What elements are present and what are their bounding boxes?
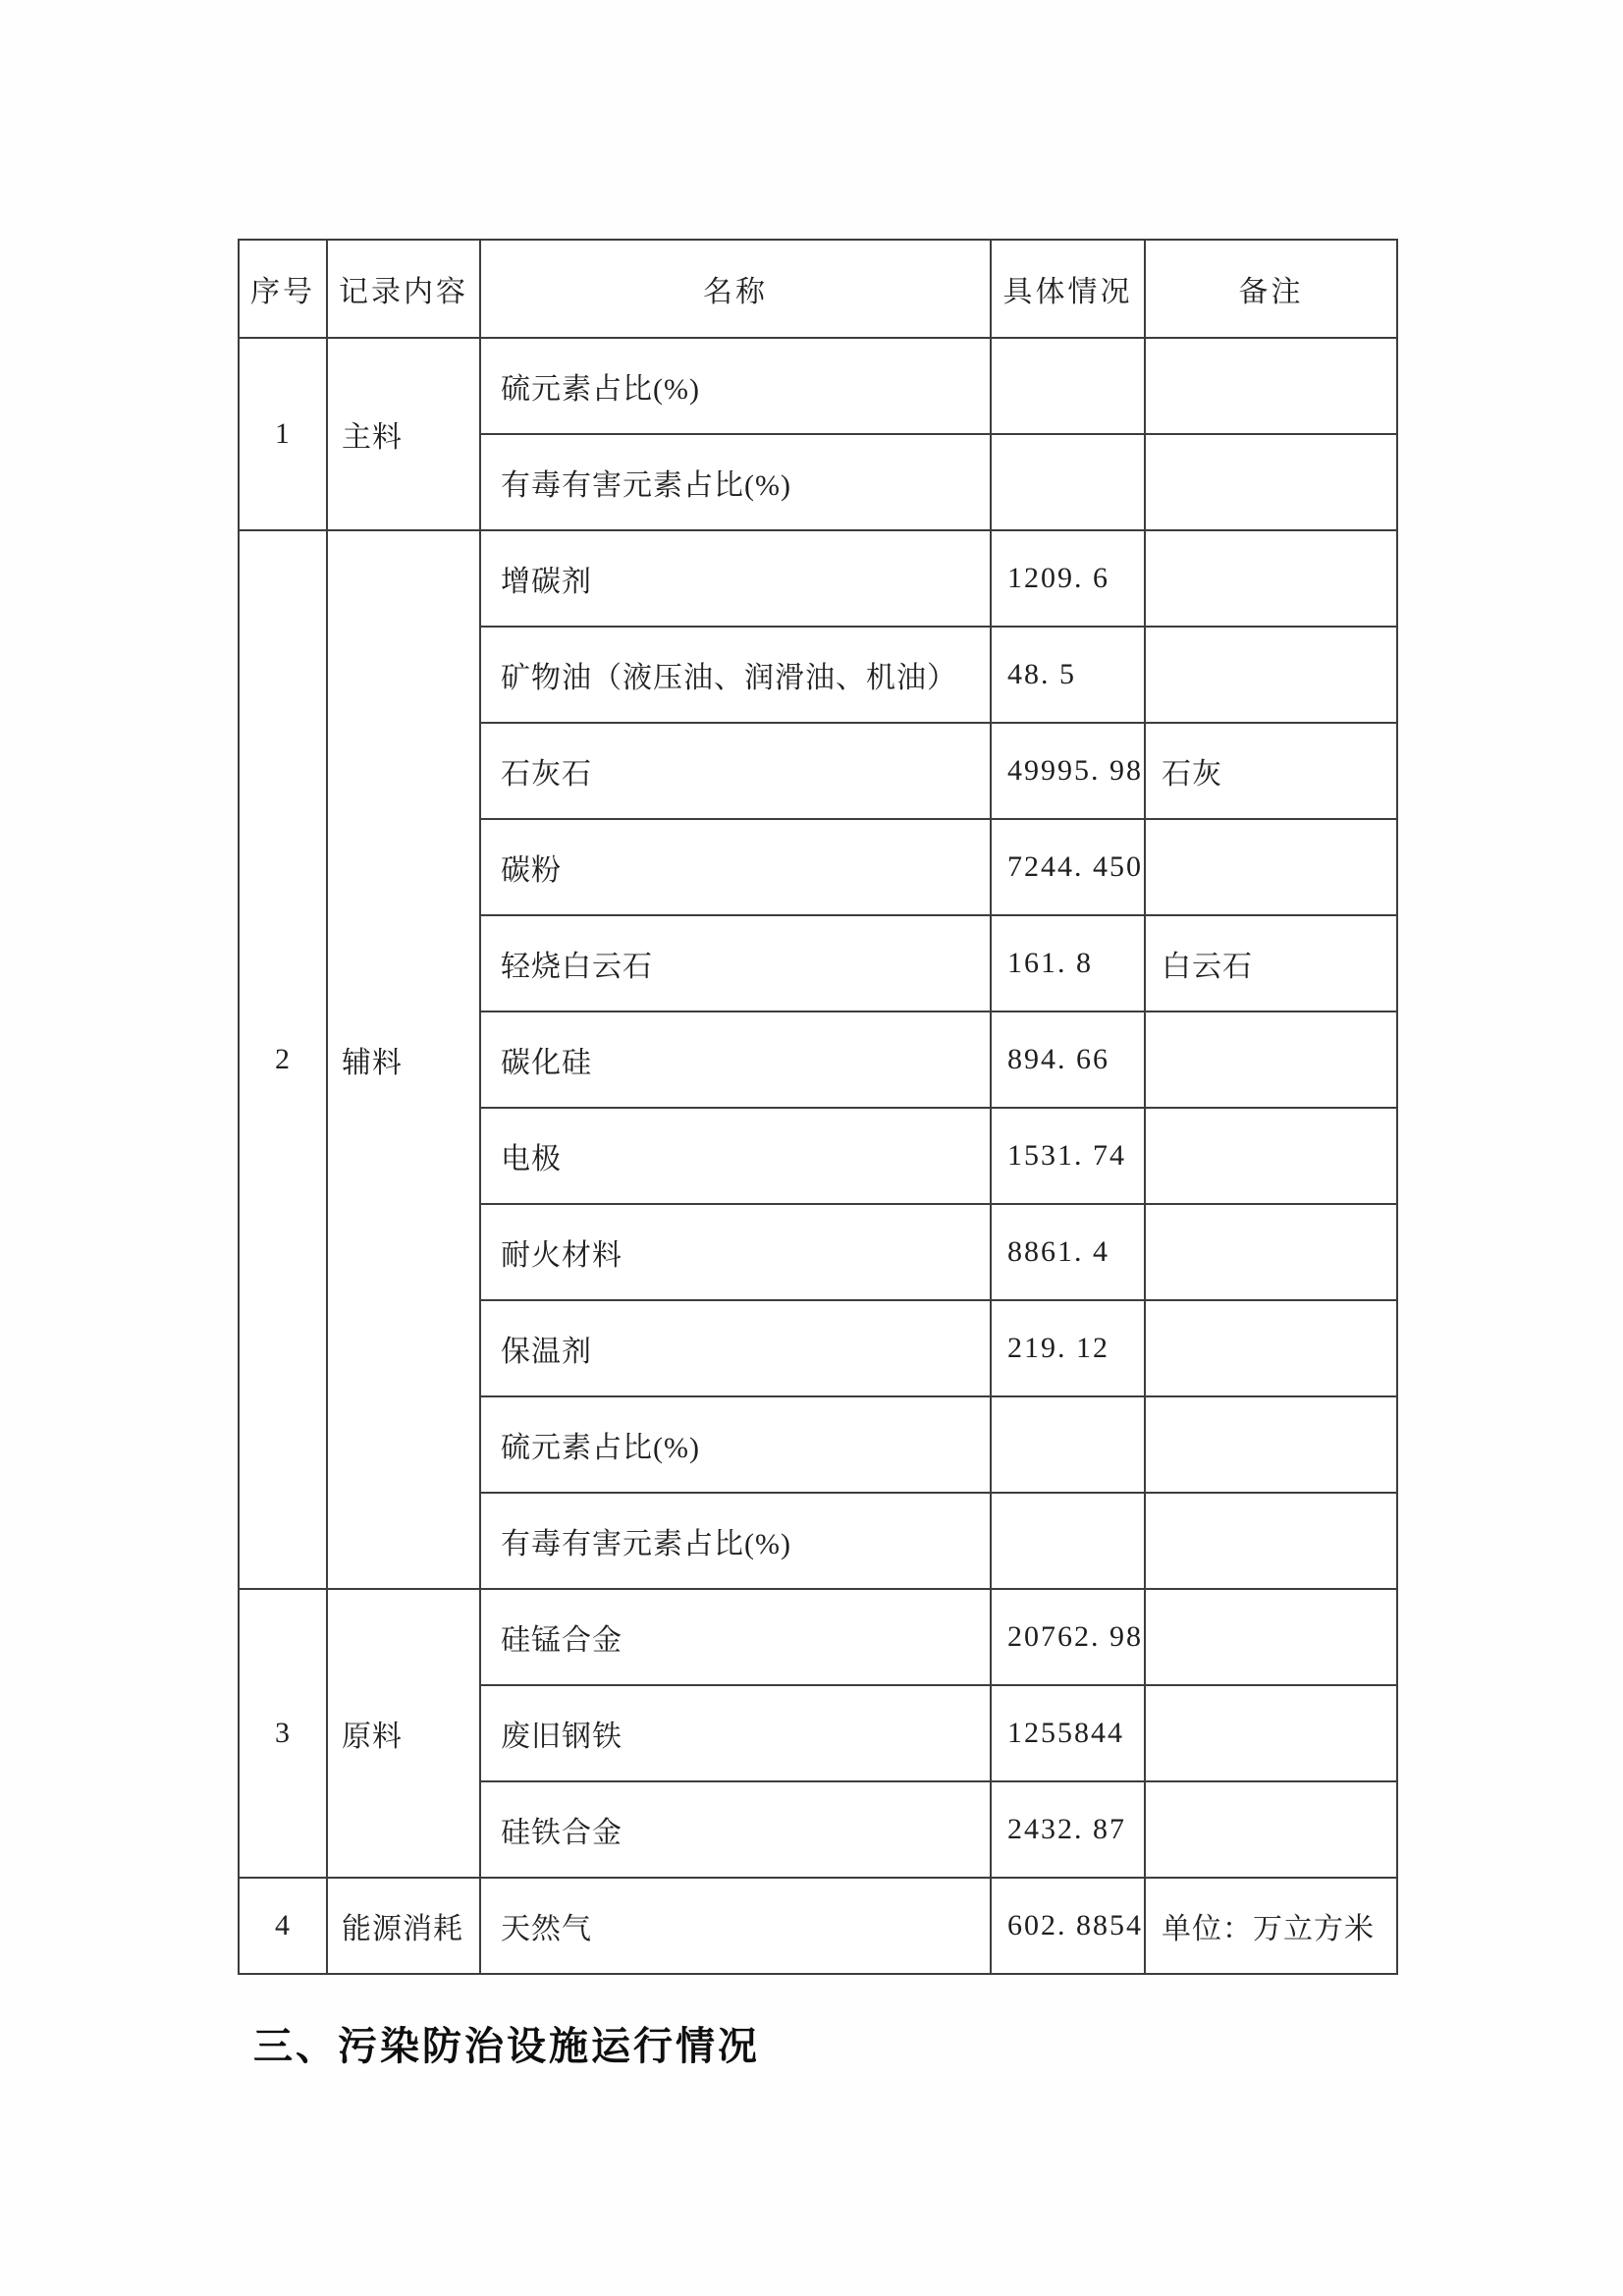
row-name-cell: 硅铁合金 xyxy=(480,1781,991,1878)
row-note-cell xyxy=(1145,434,1397,530)
group-no-cell: 2 xyxy=(239,530,327,1589)
row-name-cell: 电极 xyxy=(480,1108,991,1204)
row-value-cell: 219. 12 xyxy=(991,1300,1145,1396)
row-name-cell: 石灰石 xyxy=(480,723,991,819)
row-value-cell: 49995. 98 xyxy=(991,723,1145,819)
row-name-cell: 矿物油（液压油、润滑油、机油） xyxy=(480,627,991,723)
row-value-cell: 1209. 6 xyxy=(991,530,1145,627)
row-name-cell: 碳粉 xyxy=(480,819,991,915)
header-name: 名称 xyxy=(480,240,991,338)
row-name-cell: 有毒有害元素占比(%) xyxy=(480,1493,991,1589)
table-row xyxy=(239,530,1397,627)
row-name-cell: 耐火材料 xyxy=(480,1204,991,1300)
row-value-cell: 8861. 4 xyxy=(991,1204,1145,1300)
header-row xyxy=(239,240,1397,338)
header-note: 备注 xyxy=(1145,240,1397,338)
row-value-cell xyxy=(991,1396,1145,1493)
row-name-cell: 硫元素占比(%) xyxy=(480,1396,991,1493)
row-value-cell: 7244. 450 xyxy=(991,819,1145,915)
group-category-cell: 辅料 xyxy=(327,530,480,1589)
row-value-cell: 1255844 xyxy=(991,1685,1145,1781)
group-category-cell: 原料 xyxy=(327,1589,480,1878)
row-note-cell xyxy=(1145,1204,1397,1300)
row-note-cell xyxy=(1145,1589,1397,1685)
row-note-cell: 石灰 xyxy=(1145,723,1397,819)
row-value-cell: 48. 5 xyxy=(991,627,1145,723)
row-note-cell xyxy=(1145,627,1397,723)
header-no: 序号 xyxy=(239,240,327,338)
group-no-cell: 1 xyxy=(239,338,327,530)
group-no-cell: 4 xyxy=(239,1878,327,1974)
row-note-cell xyxy=(1145,338,1397,434)
row-name-cell: 废旧钢铁 xyxy=(480,1685,991,1781)
row-name-cell: 硫元素占比(%) xyxy=(480,338,991,434)
row-value-cell: 161. 8 xyxy=(991,915,1145,1011)
row-note-cell: 单位：万立方米 xyxy=(1145,1878,1397,1974)
row-note-cell xyxy=(1145,1685,1397,1781)
row-name-cell: 轻烧白云石 xyxy=(480,915,991,1011)
row-value-cell: 602. 8854 xyxy=(991,1878,1145,1974)
row-name-cell: 天然气 xyxy=(480,1878,991,1974)
row-note-cell: 白云石 xyxy=(1145,915,1397,1011)
row-name-cell: 碳化硅 xyxy=(480,1011,991,1108)
row-note-cell xyxy=(1145,1300,1397,1396)
row-value-cell: 894. 66 xyxy=(991,1011,1145,1108)
row-note-cell xyxy=(1145,1781,1397,1878)
section-heading: 三、污染防治设施运行情况 xyxy=(253,2025,760,2068)
table-row xyxy=(239,338,1397,434)
row-name-cell: 保温剂 xyxy=(480,1300,991,1396)
header-record-content: 记录内容 xyxy=(327,240,480,338)
row-note-cell xyxy=(1145,819,1397,915)
table-row xyxy=(239,1878,1397,1974)
row-value-cell xyxy=(991,434,1145,530)
row-value-cell: 2432. 87 xyxy=(991,1781,1145,1878)
row-note-cell xyxy=(1145,1396,1397,1493)
row-value-cell: 20762. 98 xyxy=(991,1589,1145,1685)
materials-record-table xyxy=(238,239,1398,1975)
row-value-cell xyxy=(991,1493,1145,1589)
row-name-cell: 有毒有害元素占比(%) xyxy=(480,434,991,530)
row-value-cell: 1531. 74 xyxy=(991,1108,1145,1204)
group-category-cell: 主料 xyxy=(327,338,480,530)
row-note-cell xyxy=(1145,1108,1397,1204)
row-value-cell xyxy=(991,338,1145,434)
row-name-cell: 硅锰合金 xyxy=(480,1589,991,1685)
group-no-cell: 3 xyxy=(239,1589,327,1878)
header-detail: 具体情况 xyxy=(991,240,1145,338)
row-note-cell xyxy=(1145,1493,1397,1589)
group-category-cell: 能源消耗 xyxy=(327,1878,480,1974)
row-name-cell: 增碳剂 xyxy=(480,530,991,627)
table-row xyxy=(239,1589,1397,1685)
row-note-cell xyxy=(1145,530,1397,627)
row-note-cell xyxy=(1145,1011,1397,1108)
